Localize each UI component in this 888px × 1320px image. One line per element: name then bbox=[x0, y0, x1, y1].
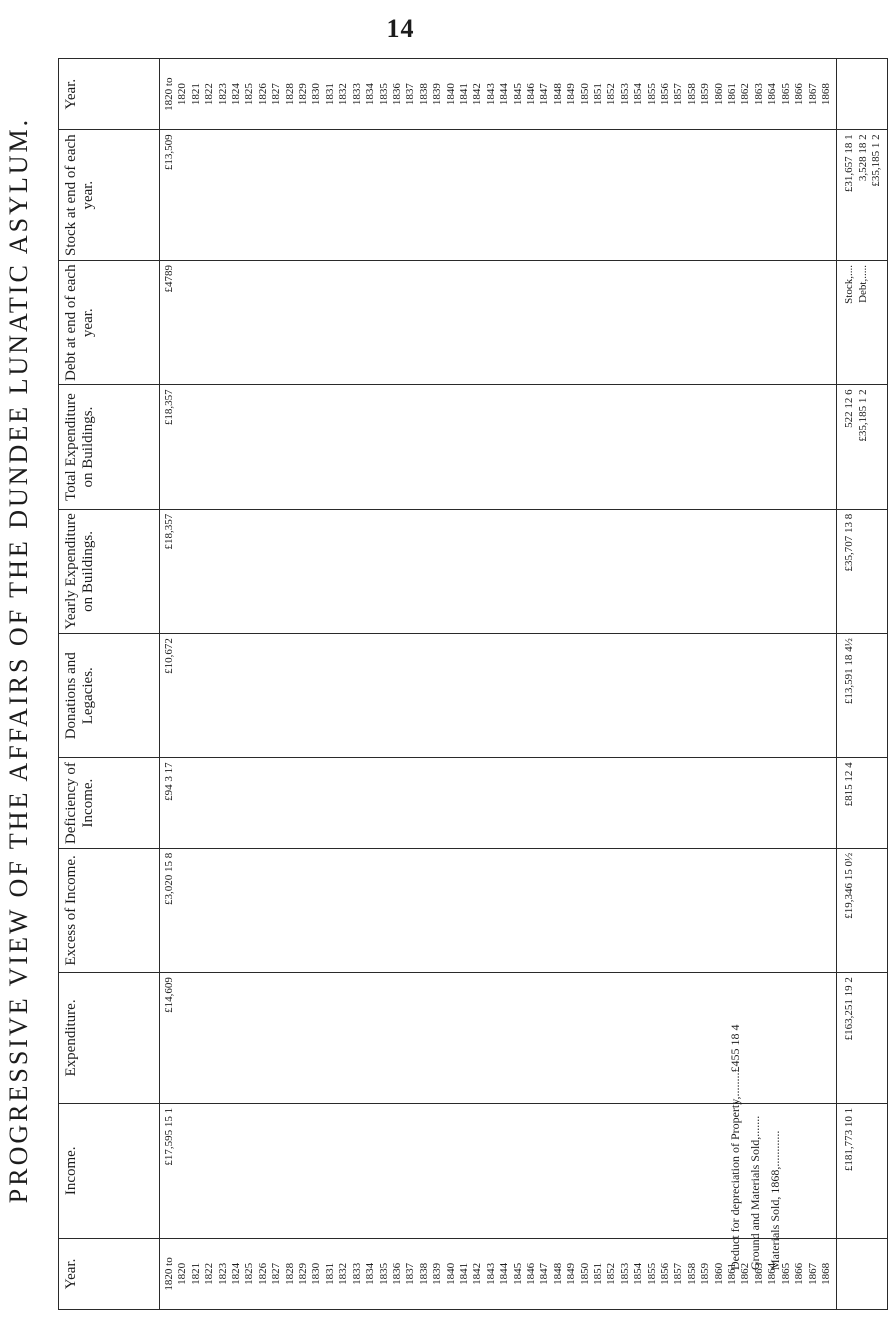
buildings-cell: £18,357 bbox=[160, 509, 837, 633]
col-yearly-buildings: Yearly Expenditure on Buildings. bbox=[59, 509, 160, 633]
income-cell: £17,595 15 1 bbox=[160, 1103, 837, 1238]
donations-total: £13,591 18 4½ bbox=[837, 634, 887, 758]
buildings-total: £35,707 13 8 bbox=[837, 509, 887, 633]
expenditure-cell: £14,609 bbox=[160, 973, 837, 1104]
page-number: 14 bbox=[386, 14, 415, 43]
col-year-right: Year. bbox=[59, 59, 160, 130]
expenditure-total: £163,251 19 2 bbox=[837, 973, 887, 1104]
statistics-table-rotated bbox=[58, 58, 883, 1310]
col-debt: Debt at end of each year. bbox=[59, 261, 160, 385]
deduct-note: Deduct for depreciation of Property,........£455 18 4 bbox=[728, 1024, 742, 1270]
running-title: PROGRESSIVE VIEW OF THE AFFAIRS OF THE DUNDEE LUNATIC ASYLUM. bbox=[4, 116, 33, 1204]
col-donations: Donations and Legacies. bbox=[59, 634, 160, 758]
header-row bbox=[59, 59, 160, 1310]
debt-cell: £4789 bbox=[160, 261, 837, 385]
col-stock: Stock at end of each year. bbox=[59, 130, 160, 261]
col-year: Year. bbox=[59, 1238, 160, 1309]
stock-debt-labels: Stock,.... Debt,..... bbox=[837, 261, 887, 385]
donations-cell: £10,672 bbox=[160, 634, 837, 758]
col-expenditure: Expenditure. bbox=[59, 973, 160, 1104]
building-adjustments: 522 12 6 £35,185 1 2 bbox=[837, 385, 887, 509]
years-right: 1820 to 1820 1821 1822 1823 1824 1825 1826 1827 1828 1829 1830 1831 1832 1833 1834 1835 1836 1837 1838 1839 1840 1841 1842 1843 1844 1845 1846 1847 1848 1849 1850 1851 1852 1853 1854 1855 1856 1857 1858 1859 1860 1861 1862 1863 1864 1865 1866 1867 1868 bbox=[160, 59, 837, 130]
total-buildings-cell: £18,357 bbox=[160, 385, 837, 509]
totals-row bbox=[837, 59, 887, 1310]
col-total-buildings: Total Expenditure on Buildings. bbox=[59, 385, 160, 509]
income-total: £181,773 10 1 bbox=[837, 1103, 887, 1238]
col-deficiency: Deficiency of Income. bbox=[59, 758, 160, 848]
excess-total: £19,346 15 0½ bbox=[837, 848, 887, 972]
statistics-table bbox=[58, 58, 888, 1310]
stock-totals: £31,657 18 1 3,528 18 2 £35,185 1 2 bbox=[837, 130, 887, 261]
materials-note: Materials Sold, 1868,............ bbox=[768, 1130, 782, 1270]
stock-cell: £13,509 bbox=[160, 130, 837, 261]
col-income: Income. bbox=[59, 1103, 160, 1238]
years-left: 1820 to 1820 1821 1822 1823 1824 1825 1826 1827 1828 1829 1830 1831 1832 1833 1834 1835 1836 1837 1838 1839 1840 1841 1842 1843 1844 1845 1846 1847 1848 1849 1850 1851 1852 1853 1854 1855 1856 1857 1858 1859 1860 1861 1862 1863 1864 1865 1866 1867 1868 bbox=[160, 1238, 837, 1309]
col-excess: Excess of Income. bbox=[59, 848, 160, 972]
ground-note: Ground and Materials Sold,....... bbox=[748, 1115, 762, 1270]
deficiency-cell: £94 3 17 bbox=[160, 758, 837, 848]
excess-cell: £3,020 15 8 bbox=[160, 848, 837, 972]
deficiency-total: £815 12 4 bbox=[837, 758, 887, 848]
